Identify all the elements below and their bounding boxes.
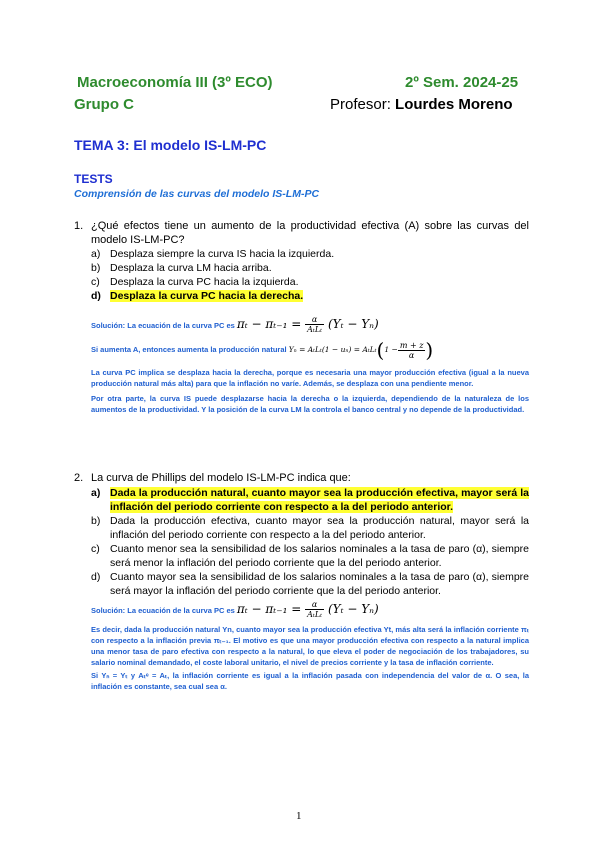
- option-label: d): [91, 571, 101, 583]
- pc-equation-fraction: [305, 315, 324, 334]
- option-c: [91, 542, 529, 570]
- pc-equation: [236, 315, 379, 334]
- option-label: a): [91, 248, 101, 260]
- option-text: Desplaza la curva PC hacia la izquierda.: [110, 276, 299, 288]
- option-label: d): [91, 290, 101, 302]
- option-label: c): [91, 276, 100, 288]
- page-number: 1: [296, 810, 302, 822]
- option-d-correct: [91, 289, 529, 303]
- option-label: c): [91, 543, 100, 555]
- fraction-numerator: m + z: [399, 340, 424, 350]
- solution-2: [91, 598, 529, 692]
- option-label: a): [91, 487, 101, 499]
- solution-1: [91, 313, 529, 415]
- fraction-denominator: α: [408, 350, 415, 360]
- tests-heading: TESTS: [74, 172, 113, 186]
- option-label: b): [91, 515, 101, 527]
- solution-paragraph-1: Es decir, dada la producción natural Yn, cuanto mayor sea la producción efectiva Yt, más alta será la inflación corriente πₜ con respecto a la inflación previa πₜ₋₁. El motivo es que una mayor producción efectiva con respecto a la natural implica una menor tasa de paro efectiva con respecto a la natural, lo que eleva el poder de negociación de los trabajadores, su salario nominal demandado, el coste laboral unitario, el nivel de precios corriente y la tasa de inflación corriente.: [91, 625, 529, 667]
- natural-output-equation: Yₙ = AₜLₜ(1 − uₙ) = AₜLₜ(1 − $\frac{m + z}{\alpha}$ ): [288, 338, 434, 362]
- natural-output-lhs: Yₙ = AₜLₜ(1 − uₙ) = AₜLₜ: [288, 345, 377, 354]
- option-b: [91, 514, 529, 542]
- option-a: [91, 247, 529, 261]
- course-title: Macroeconomía III (3º ECO): [77, 74, 273, 91]
- solution-intro: Solución: La ecuación de la curva PC es: [91, 606, 235, 615]
- option-text: Cuanto menor sea la sensibilidad de los salarios nominales a la tasa de paro (α), siempre será menor la inflación del periodo corriente que la del periodo anterior.: [110, 543, 529, 569]
- pc-equation-lhs: πₜ − πₜ₋₁ =: [236, 317, 302, 331]
- professor-line: [330, 96, 513, 113]
- question-2: [74, 471, 529, 692]
- option-text: Dada la producción natural, cuanto mayor sea la producción efectiva, mayor será la inflación del periodo corriente con respecto a la del periodo anterior.: [110, 487, 529, 513]
- fraction-numerator: α: [305, 315, 324, 325]
- question-text: La curva de Phillips del modelo IS-LM-PC indica que:: [91, 472, 351, 484]
- question-number: 1.: [74, 220, 84, 232]
- fraction-numerator: α: [305, 600, 324, 610]
- solution-paragraph-2: Si Yₙ = Yₜ y Aₜᵉ = Aₜ, la inflación corriente es igual a la inflación pasada con independencia del valor de α. O sea, la inflación es constante, sea cual sea α.: [91, 671, 529, 691]
- solution-intro: Solución: La ecuación de la curva PC es: [91, 321, 235, 330]
- fraction-denominator: AₜLₜ: [307, 325, 323, 334]
- solution-paragraph-2: Por otra parte, la curva IS puede desplazarse hacia la derecha o la izquierda, dependiendo de la naturaleza de los aumentos de la productividad. Y la posición de la curva LM la controla el banco central y no depende de la productividad.: [91, 394, 529, 414]
- solution-paragraph-1: La curva PC implica se desplaza hacia la derecha, porque es necesaria una mayor producción efectiva (igual a la nueva producción natural más alta) para que la inflación no varíe. Además, se desplaza con una pendiente menor.: [91, 368, 529, 388]
- pc-equation-rhs: (Yₜ − Yₙ): [327, 317, 379, 331]
- natural-output-fraction: [398, 341, 426, 360]
- semester-label: 2º Sem. 2024-25: [405, 74, 519, 91]
- option-text: Desplaza la curva LM hacia arriba.: [110, 262, 272, 274]
- question-number: 2.: [74, 472, 84, 484]
- professor-label: Profesor:: [330, 96, 391, 113]
- pc-equation: [236, 600, 379, 619]
- option-b: [91, 261, 529, 275]
- topic-title: TEMA 3: El modelo IS-LM-PC: [74, 137, 267, 153]
- question-1: [74, 219, 529, 415]
- question-text: ¿Qué efectos tiene un aumento de la productividad efectiva (A) sobre las curvas del modelo IS-LM-PC?: [91, 220, 529, 246]
- option-text: Desplaza la curva PC hacia la derecha.: [110, 290, 304, 302]
- option-text: Cuanto mayor sea la sensibilidad de los salarios nominales a la tasa de paro (α), siempre será mayor la inflación del periodo corriente que la del periodo anterior.: [110, 571, 529, 597]
- group-label: Grupo C: [74, 96, 134, 113]
- option-text: Dada la producción efectiva, cuanto mayor sea la producción natural, mayor será la inflación del periodo corriente con respecto a la del periodo anterior.: [110, 515, 529, 541]
- option-c: [91, 275, 529, 289]
- option-d: [91, 570, 529, 598]
- pc-equation-rhs: (Yₜ − Yₙ): [327, 602, 379, 616]
- professor-name: Lourdes Moreno: [395, 96, 513, 113]
- option-text: Desplaza siempre la curva IS hacia la izquierda.: [110, 248, 335, 260]
- section-subtitle: Comprensión de las curvas del modelo IS-LM-PC: [74, 188, 320, 200]
- option-a-correct: [91, 486, 529, 514]
- option-label: b): [91, 262, 101, 274]
- pc-equation-fraction: [305, 600, 324, 619]
- fraction-denominator: AₜLₜ: [307, 610, 323, 619]
- solution-line2: Si aumenta A, entonces aumenta la producción natural: [91, 345, 287, 354]
- pc-equation-lhs: πₜ − πₜ₋₁ =: [236, 602, 302, 616]
